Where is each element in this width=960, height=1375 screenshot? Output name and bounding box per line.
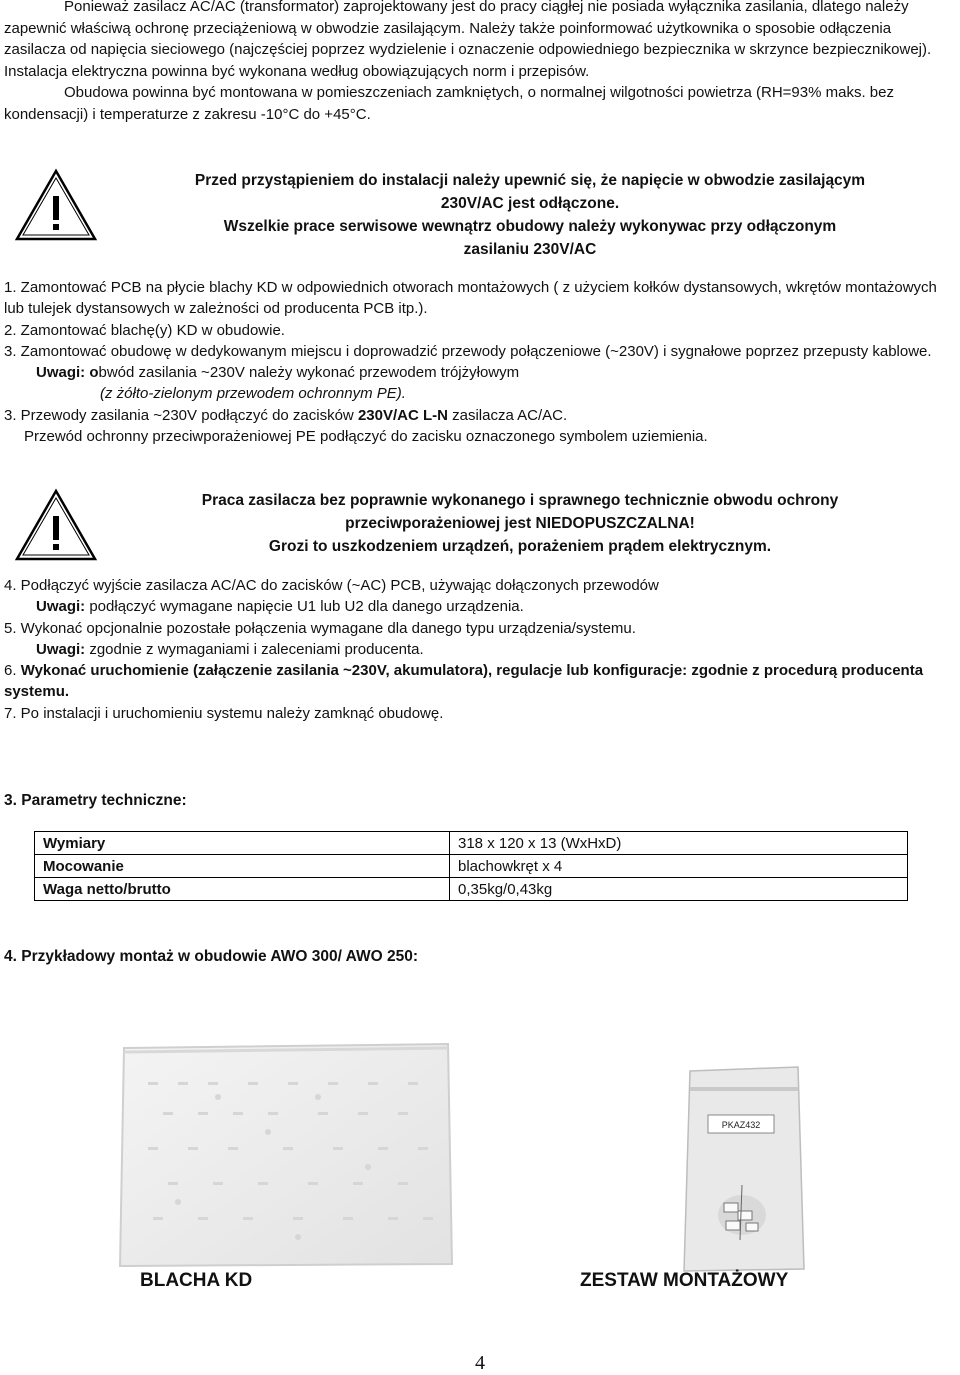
warning-triangle-icon [14,488,98,562]
intro-paragraph-1: Ponieważ zasilacz AC/AC (transformator) zaprojektowany jest do pracy ciągłej nie posiada wyłącznika zasilania, dlatego należy zapewnić właściwą ochronę przeciążeniową w obwodzie zasilającym. Należy także poinformować użytkownika o sposobie odłączenia zasilacza od napięcia sieciowego (najczęściej poprzez wydzielenie i oznaczenie odpowiedniego bezpiecznika w skrzynce bezpiecznikowej). Instalacja elektryczna powinna być wykonana według obowiązujących norm i przepisów. Obudowa powinna być montowana w pomieszczeniach zamkniętych, o normalnej wilgotności powietrza (RH=93% maks. bez kondensacji) i temperaturze z zakresu -10°C do +45°C. [4,0,950,125]
mounting-plate-image [118,1042,454,1268]
note-power-cable: Uwagi: obwód zasilania ~230V należy wykonać przewodem trójżyłowym [36,364,520,382]
section-3-title: 3. Parametry techniczne: [4,792,187,809]
warning-block-2: Praca zasilacza bez poprawnie wykonanego i sprawnego technicznie obwodu ochrony przeciwporażeniowej jest NIEDOPUSZCZALNA! Grozi to uszkodzeniem urządzeń, porażeniem prądem elektrycznym. [201,492,839,555]
step-3b: 3. Przewody zasilania ~230V podłączyć do zacisków 230V/AC L-N zasilacza AC/AC. [4,406,568,424]
installation-steps-b: 4. Podłączyć wyjście zasilacza AC/AC do zacisków (~AC) PCB, używając dołączonych przewodów Uwagi: podłączyć wymagane napięcie U1 lub U2 dla danego urządzenia. 5. Wykonać opcjonalnie pozostałe połączenia wymagane dla danego typu urządzenia/systemu. Uwagi: zgodnie z wymaganiami i zaleceniami producenta. 6. Wykonać uruchomienie (załączenie zasilania ~230V, akumulatora), regulacje lub konfiguracje: zgodnie z procedurą producenta systemu. 7. Po instalacji i uruchomieniu systemu należy zamknąć obudowę. [4,577,924,722]
section-4-title: 4. Przykładowy montaż w obudowie AWO 300/ AWO 250: [4,948,418,965]
warning-triangle-icon [14,168,98,242]
table-row: Waga netto/brutto 0,35kg/0,43kg [35,878,908,901]
caption-mounting-plate: BLACHA KD [140,1270,253,1291]
intro-paragraph-2: Obudowa powinna być montowana w pomieszczeniach zamkniętych, o normalnej wilgotności powietrza (RH=93% maks. bez kondensacji) i temperaturze z zakresu -10°C do +45°C. [4,84,894,123]
parameters-table [34,831,908,901]
table-row: Mocowanie blachowkręt x 4 [35,855,908,878]
caption-mounting-kit: ZESTAW MONTAŻOWY [580,1270,789,1291]
table-row: Wymiary 318 x 120 x 13 (WxHxD) [35,832,908,855]
warning-block-1: Przed przystąpieniem do instalacji należy upewnić się, że napięcie w obwodzie zasilającym 230V/AC jest odłączone. Wszelkie prace serwisowe wewnątrz obudowy należy wykonywac przy odłączonym zasilaniu 230V/AC [194,172,866,258]
bag-label: PKAZ432 [721,1120,761,1130]
mounting-kit-image [680,1065,808,1275]
page-number: 4 [475,1352,485,1374]
installation-steps-a: 1. Zamontować PCB na płycie blachy KD w odpowiednich otworach montażowych ( z użyciem kołków dystansowych, wkrętów montażowych lub tulejek dystansowych w zależności od producenta PCB itp.). 2. Zamontować blachę(y) KD w obudowie. 3. Zamontować obudowę w dedykowanym miejscu i doprowadzić przewody połączeniowe (~230V) i sygnałowe poprzez przepusty kablowe. Uwagi: obwód zasilania ~230V należy wykonać przewodem trójżyłowym (z żółto-zielonym przewodem ochronnym PE). 3. Przewody zasilania ~230V podłączyć do zacisków 230V/AC L-N zasilacza AC/AC. Przewód ochronny przeciwporażeniowej PE podłączyć do zacisku oznaczonego symbolem uziemienia. [4,277,950,447]
